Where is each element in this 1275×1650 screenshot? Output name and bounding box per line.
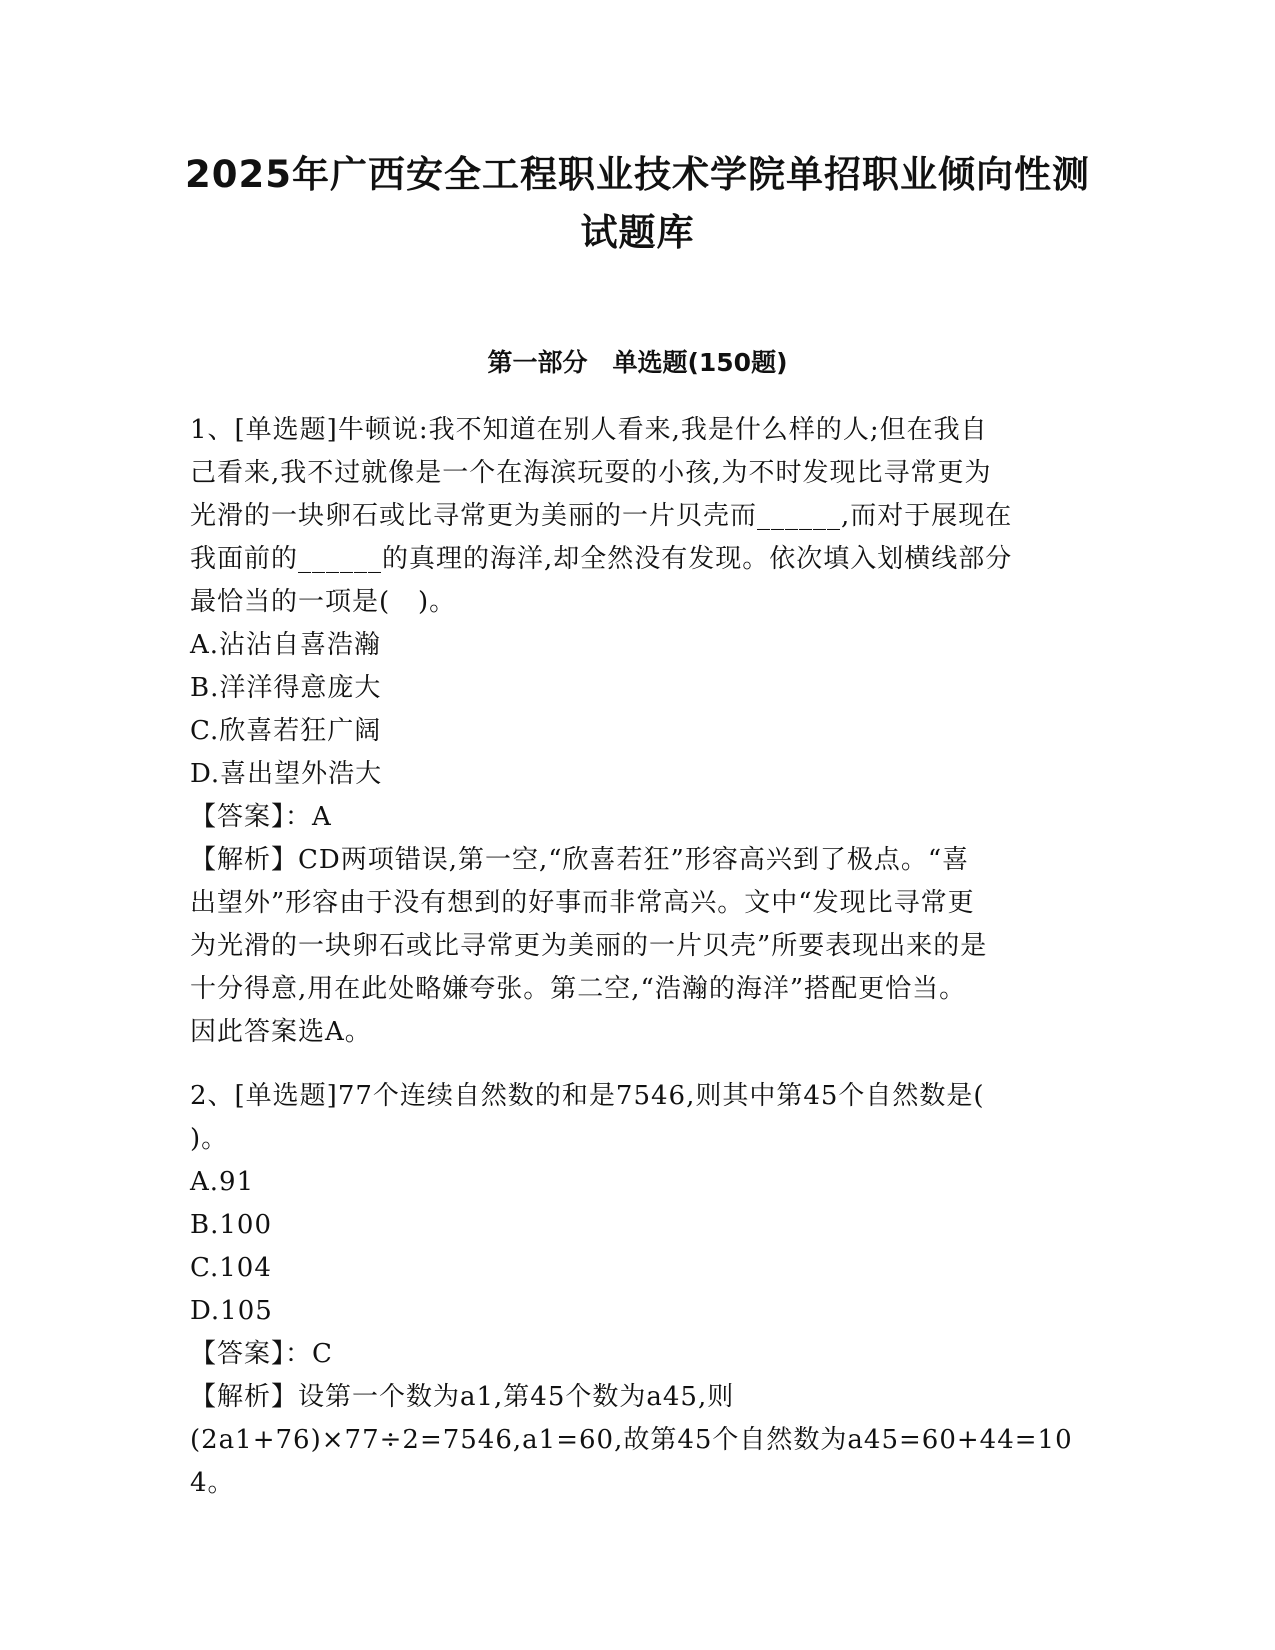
document-title-line-1: 2025年广西安全工程职业技术学院单招职业倾向性测 [185,153,1090,196]
document-title [170,146,1105,262]
question-1-option-b: B.洋洋得意庞大 [190,673,382,703]
question-1-stem-line: 1、[单选题]牛顿说:我不知道在别人看来,我是什么样的人;但在我自 [190,415,988,445]
question-2-stem-line: )。 [190,1124,229,1154]
question-1-stem-line: 我面前的______的真理的海洋,却全然没有发现。依次填入划横线部分 [190,544,1013,574]
question-1 [190,409,1090,1054]
question-1-stem-line: 最恰当的一项是( )。 [190,587,457,617]
question-2-answer: 【答案】：C [190,1339,333,1369]
question-2-option-b: B.100 [190,1210,272,1240]
question-1-analysis-line: 十分得意,用在此处略嫌夸张。第二空,“浩瀚的海洋”搭配更恰当。 [190,974,967,1004]
question-1-option-c: C.欣喜若狂广阔 [190,716,382,746]
question-1-option-a: A.沾沾自喜浩瀚 [190,630,382,660]
question-2-option-c: C.104 [190,1253,272,1283]
question-1-analysis-line: 为光滑的一块卵石或比寻常更为美丽的一片贝壳”所要表现出来的是 [190,931,988,961]
question-2-analysis-line: (2a1+76)×77÷2=7546,a1=60,故第45个自然数为a45=60+44=104。 [190,1425,1073,1498]
question-1-option-d: D.喜出望外浩大 [190,759,383,789]
question-1-answer: 【答案】：A [190,802,332,832]
section-title: 第一部分 单选题(150题) [487,348,788,377]
question-1-analysis-line: 出望外”形容由于没有想到的好事而非常高兴。文中“发现比寻常更 [190,888,975,918]
question-1-stem-line: 己看来,我不过就像是一个在海滨玩耍的小孩,为不时发现比寻常更为 [190,458,992,488]
question-1-analysis-line: 【解析】CD两项错误,第一空,“欣喜若狂”形容高兴到了极点。“喜 [190,845,970,875]
document-title-line-2: 试题库 [580,211,695,254]
question-1-stem-line: 光滑的一块卵石或比寻常更为美丽的一片贝壳而______,而对于展现在 [190,501,1013,531]
question-1-analysis-line: 因此答案选A。 [190,1017,372,1047]
question-2 [190,1075,1090,1505]
question-2-stem-line: 2、[单选题]77个连续自然数的和是7546,则其中第45个自然数是( [190,1081,985,1111]
question-2-option-a: A.91 [190,1167,255,1197]
question-2-option-d: D.105 [190,1296,273,1326]
question-2-analysis-line: 【解析】设第一个数为a1,第45个数为a45,则 [190,1382,735,1412]
